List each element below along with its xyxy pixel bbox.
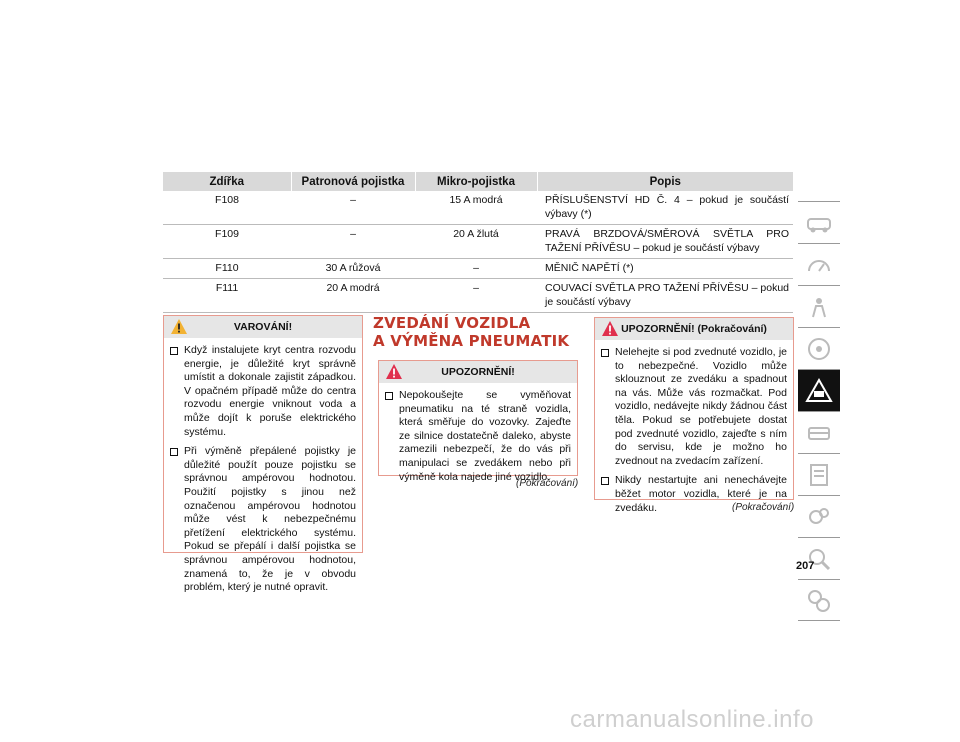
language-icon bbox=[805, 587, 833, 615]
emergency-icon bbox=[805, 377, 833, 405]
fuse-table bbox=[163, 172, 793, 313]
bullet-square-icon bbox=[601, 477, 609, 485]
caution-continued-title: UPOZORNĚNÍ! (Pokračování) bbox=[621, 323, 767, 335]
col-header-slot: Zdířka bbox=[163, 172, 291, 191]
caution-text: Nepokoušejte se vyměňovat pneumatiku na té straně vozidla, která směřuje do vozovky. Zajeďte ze silnice dostatečně daleko, abyste zamezili nebezpečí, že do vás při manipulaci se zvedákem nebo při výměně kola najede jiné vozidlo. bbox=[399, 389, 571, 483]
table-row bbox=[163, 191, 793, 225]
caution-text: Nelehejte si pod zvednuté vozidlo, je to nebezpečné. Vozidlo může sklouznout ze zvedáku a spadnout na vás. Může vás rozmačkat. Pod vozidlo, nedávejte nikdy žádnou část těla. Pokud se potřebujete dostat pod zvednuté vozidlo, zajeďte s ním do servisu, kde je možno ho zvednout na zvedacím zařízení. bbox=[615, 346, 787, 467]
continued-label: (Pokračování) bbox=[732, 502, 795, 513]
tab-safety[interactable] bbox=[798, 285, 840, 327]
warning-text: Při výměně přepálené pojistky je důležité použít pouze pojistku se správnou ampérovou hodnotou. Použití pojistky s jinou než označenou ampérovou hodnotou může vést k nebezpečnému přetížení elektrického systému. Pokud se přepálí i další pojistka se správnou ampérovou hodnotou, znamená to, že je v obvodu problém, který je nutné opravit. bbox=[184, 445, 356, 594]
service-icon bbox=[805, 419, 833, 447]
list-item bbox=[385, 389, 571, 484]
warning-title: VAROVÁNÍ! bbox=[233, 321, 293, 333]
caution-title: UPOZORNĚNÍ! bbox=[441, 366, 515, 378]
tab-tech[interactable] bbox=[798, 495, 840, 537]
cell-desc: COUVACÍ SVĚTLA PRO TAŽENÍ PŘÍVĚSU – pokud je součástí výbavy bbox=[537, 279, 793, 313]
warning-box bbox=[163, 315, 363, 594]
tab-index[interactable] bbox=[798, 537, 840, 579]
safety-icon bbox=[805, 293, 833, 321]
cell-micro: 20 A žlutá bbox=[415, 225, 537, 259]
tech-icon bbox=[805, 503, 833, 531]
caution-box-header bbox=[379, 361, 577, 383]
car-info-icon bbox=[805, 209, 833, 237]
bullet-square-icon bbox=[170, 347, 178, 355]
tab-service[interactable] bbox=[798, 411, 840, 453]
table-header-row bbox=[163, 172, 793, 191]
caution-continued-header bbox=[595, 318, 793, 340]
dashboard-icon bbox=[805, 251, 833, 279]
cell-cartridge: 20 A modrá bbox=[291, 279, 415, 313]
caution-triangle-icon bbox=[601, 320, 619, 337]
continued-label: (Pokračování) bbox=[516, 478, 579, 489]
cell-micro: – bbox=[415, 259, 537, 279]
cell-slot: F109 bbox=[163, 225, 291, 259]
caution-body bbox=[379, 383, 577, 490]
cell-desc: PŘÍSLUŠENSTVÍ HD Č. 4 – pokud je součástí výbavy (*) bbox=[537, 191, 793, 225]
cell-cartridge: 30 A růžová bbox=[291, 259, 415, 279]
col-header-desc: Popis bbox=[537, 172, 793, 191]
tab-language[interactable] bbox=[798, 579, 840, 621]
cell-micro: – bbox=[415, 279, 537, 313]
tab-car-info[interactable] bbox=[798, 201, 840, 243]
maintenance-icon bbox=[805, 461, 833, 489]
cell-cartridge: – bbox=[291, 225, 415, 259]
steering-icon bbox=[805, 335, 833, 363]
caution-continued-body bbox=[595, 340, 793, 521]
tab-steering[interactable] bbox=[798, 327, 840, 369]
section-title bbox=[373, 314, 583, 350]
section-title-line1: ZVEDÁNÍ VOZIDLA bbox=[373, 314, 531, 332]
warning-body bbox=[164, 338, 362, 601]
cell-slot: F108 bbox=[163, 191, 291, 225]
warning-triangle-icon bbox=[170, 318, 188, 335]
table-row bbox=[163, 259, 793, 279]
list-item bbox=[170, 445, 356, 595]
list-item bbox=[170, 344, 356, 439]
table-row bbox=[163, 225, 793, 259]
caution-continued-box bbox=[594, 317, 794, 514]
bullet-square-icon bbox=[170, 448, 178, 456]
col-header-cartridge: Patronová pojistka bbox=[291, 172, 415, 191]
chapter-tabs bbox=[798, 201, 840, 621]
cell-desc: MĚNIČ NAPĚTÍ (*) bbox=[537, 259, 793, 279]
cell-cartridge: – bbox=[291, 191, 415, 225]
table-row bbox=[163, 279, 793, 313]
caution-text: Nikdy nestartujte ani nenechávejte běžet motor vozidla, které je na zvedáku. bbox=[615, 474, 787, 514]
cell-desc: PRAVÁ BRZDOVÁ/SMĚROVÁ SVĚTLA PRO TAŽENÍ PŘÍVĚSU – pokud je součástí výbavy bbox=[537, 225, 793, 259]
cell-micro: 15 A modrá bbox=[415, 191, 537, 225]
watermark: carmanualsonline.info bbox=[570, 706, 814, 733]
tab-emergency[interactable] bbox=[798, 369, 840, 411]
warning-box-header bbox=[164, 316, 362, 338]
caution-box bbox=[378, 360, 578, 483]
tab-maintenance[interactable] bbox=[798, 453, 840, 495]
warning-text: Když instalujete kryt centra rozvodu energie, je důležité kryt správně umístit a dokonale zajistit západkou. V opačném případě může do centra rozvodu energie vniknout voda a může dojít k poruše elektrického systému. bbox=[184, 344, 356, 438]
tab-dashboard[interactable] bbox=[798, 243, 840, 285]
list-item bbox=[601, 346, 787, 468]
caution-triangle-icon bbox=[385, 363, 403, 380]
cell-slot: F111 bbox=[163, 279, 291, 313]
bullet-square-icon bbox=[385, 392, 393, 400]
section-title-line2: A VÝMĚNA PNEUMATIK bbox=[373, 332, 570, 350]
col-header-micro: Mikro-pojistka bbox=[415, 172, 537, 191]
page-number: 207 bbox=[796, 560, 815, 572]
cell-slot: F110 bbox=[163, 259, 291, 279]
bullet-square-icon bbox=[601, 349, 609, 357]
